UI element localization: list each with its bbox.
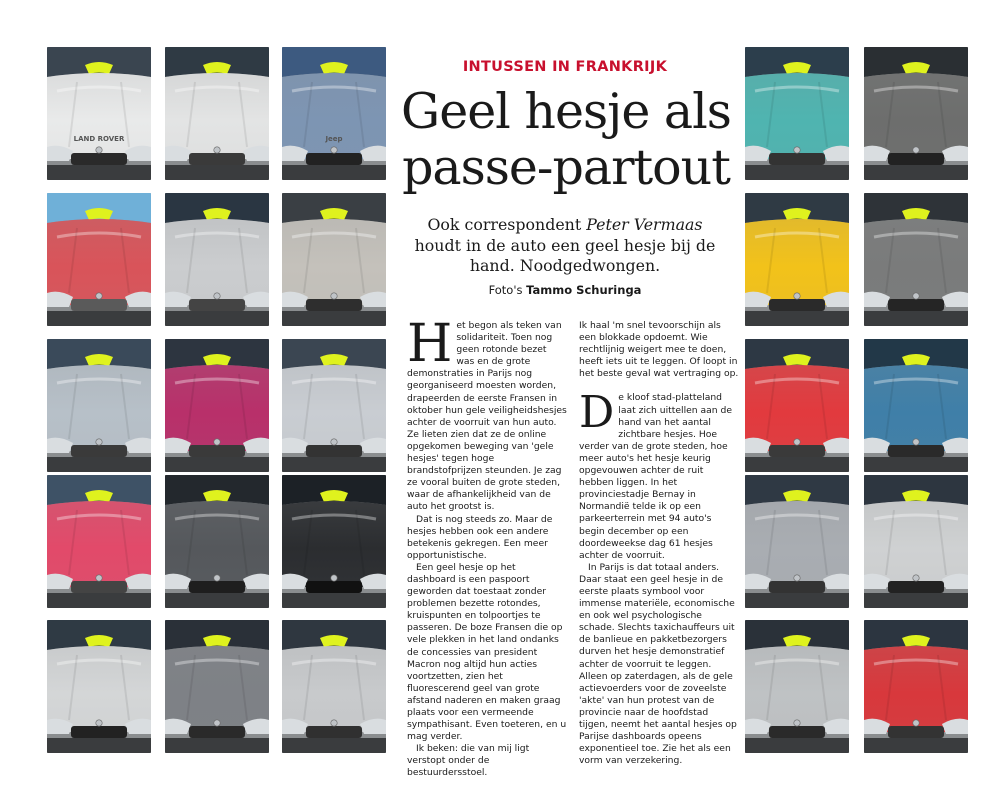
car-photo-white-hatchback bbox=[165, 47, 269, 180]
silver-car-2-image bbox=[282, 193, 386, 326]
car-photo-red-car bbox=[745, 339, 849, 472]
intro-after: houdt in de auto een geel hesje bij de hand. Noodgedwongen. bbox=[414, 235, 716, 275]
car-photo-teal-car bbox=[745, 47, 849, 180]
car-photo-silver-suzuki bbox=[47, 620, 151, 753]
silver-peugeot-2-image bbox=[745, 620, 849, 753]
svg-text:LAND ROVER: LAND ROVER bbox=[73, 135, 125, 143]
car-photo-dark-gray-car bbox=[165, 475, 269, 608]
black-car-image bbox=[282, 475, 386, 608]
car-photo-black-car bbox=[282, 475, 386, 608]
section-kicker: INTUSSEN IN FRANKRIJK bbox=[462, 59, 668, 75]
white-land-rover-image bbox=[47, 47, 151, 180]
car-photo-red-pink-car bbox=[165, 339, 269, 472]
car-photo-silver-suzuki-2 bbox=[864, 475, 968, 608]
yellow-car-image bbox=[745, 193, 849, 326]
headline-line-1: Geel hesje als bbox=[401, 83, 731, 140]
headline bbox=[400, 84, 732, 196]
car-photo-yellow-car bbox=[745, 193, 849, 326]
car-photo-blue-renault bbox=[864, 339, 968, 472]
car-photo-white-land-rover bbox=[47, 47, 151, 180]
silver-renault-image bbox=[282, 339, 386, 472]
car-photo-silver-car-3 bbox=[47, 339, 151, 472]
white-hatchback-image bbox=[165, 47, 269, 180]
paragraph: Dat is nog steeds zo. Maar de hesjes hebben ook een andere betekenis gekregen. Een meer opportunistische. bbox=[407, 513, 553, 561]
gray-car-2-image bbox=[864, 193, 968, 326]
dark-gray-car-image bbox=[165, 475, 269, 608]
car-photo-silver-peugeot bbox=[282, 620, 386, 753]
photo-credit bbox=[406, 283, 724, 297]
paragraph-text: e kloof stad-platteland laat zich uittellen aan de hand van het aantal zichtbare hesjes. Hoe verder van de grote steden, hoe meer auto's het hesje keurig opgevouwen achter de ruit hebben liggen. In het provinciestadje Bernay in Normandië telde ik op een parkeerterrein met 94 auto's begin december op een doordeweekse dag 61 hesjes achter de voorruit. bbox=[579, 392, 733, 561]
blue-renault-image bbox=[864, 339, 968, 472]
car-photo-red-citroen bbox=[864, 620, 968, 753]
silver-peugeot-image bbox=[282, 620, 386, 753]
red-car-image bbox=[745, 339, 849, 472]
car-photo-silver-peugeot-2 bbox=[745, 620, 849, 753]
credit-prefix: Foto's bbox=[488, 283, 527, 297]
red-pink-car-image bbox=[165, 339, 269, 472]
paragraph bbox=[579, 387, 739, 561]
paragraph-text: et begon als teken van solidariteit. Toen nog geen rotonde bezet was en de grote demonstraties in Parijs nog georganiseerd moesten worden, drapeerden de eerste Fransen in oktober hun gele veiligheidshesjes achter de voorruit van hun auto. Ze lieten zien dat ze de online opgekomen beweging van 'gele hesjes' tegen hoge brandstofprijzen steunden. Je zag ze vooral buiten de grote steden, waar de afhankelijkheid van de auto het grootst is. bbox=[407, 320, 567, 513]
blue-jeep-image bbox=[282, 47, 386, 180]
paragraph: Ik beken: die van mij ligt verstopt onder de bestuurdersstoel. bbox=[407, 743, 530, 779]
paragraph bbox=[407, 314, 567, 514]
drop-cap: D bbox=[579, 387, 615, 439]
body-column-2 bbox=[579, 320, 739, 767]
teal-car-image bbox=[745, 47, 849, 180]
car-photo-red-faded-car bbox=[47, 193, 151, 326]
red-faded-car-image bbox=[47, 193, 151, 326]
car-photo-gray-car-2 bbox=[864, 193, 968, 326]
silver-suzuki-2-image bbox=[864, 475, 968, 608]
intro-before: Ook correspondent bbox=[427, 215, 587, 234]
paragraph: Ik haal 'm snel tevoorschijn als een blokkade opdoemt. Wie rechtlijnig weigert mee te doen, heeft iets uit te leggen. Of loopt in het beste geval wat vertraging op. bbox=[579, 320, 739, 380]
silver-car-1-image bbox=[165, 193, 269, 326]
car-photo-silver-renault bbox=[282, 339, 386, 472]
silver-car-4-image bbox=[745, 475, 849, 608]
red-citroen-image bbox=[864, 620, 968, 753]
photographer-name: Tammo Schuringa bbox=[526, 283, 642, 297]
drop-cap: H bbox=[407, 314, 453, 374]
car-photo-silver-car-1 bbox=[165, 193, 269, 326]
dark-silver-car-image bbox=[165, 620, 269, 753]
car-photo-gray-peugeot bbox=[864, 47, 968, 180]
headline-line-2: passe-partout bbox=[402, 139, 730, 196]
svg-text:Jeep: Jeep bbox=[325, 135, 343, 143]
pink-car-image bbox=[47, 475, 151, 608]
gray-peugeot-image bbox=[864, 47, 968, 180]
car-photo-blue-jeep bbox=[282, 47, 386, 180]
paragraph: Een geel hesje op het dashboard is een paspoort geworden dat toestaat zonder problemen bezette rotondes, kruispunten en tolpoortjes te passeren. De boze Fransen die op vele plekken in het land ondanks de concessies van president Macron nog altijd hun acties voortzetten, zien het fluorescerend geel van grote afstand naderen en maken graag plaats voor een vermeende sympathisant. Even toeteren, en u mag verder. bbox=[407, 561, 567, 743]
paragraph: In Parijs is dat totaal anders. Daar staat een geel hesje in de eerste plaats symbool voor immense materiële, economische en ook wel psychologische schade. Slechts taxichauffeurs uit de banlieue en pakketbezorgers durven het hesje demonstratief achter de voorruit te leggen. Alleen op zaterdagen, als de gele actievoerders voor de zoveelste 'akte' van hun protest van de provincie naar de hoofdstad tijgen, neemt het aantal hesjes op Parijse dashboards opeens exponentieel toe. Zie het als een vorm van verzekering. bbox=[579, 561, 737, 767]
car-photo-pink-car bbox=[47, 475, 151, 608]
intro-text bbox=[406, 215, 724, 277]
car-photo-silver-car-2 bbox=[282, 193, 386, 326]
silver-suzuki-image bbox=[47, 620, 151, 753]
car-photo-dark-silver-car bbox=[165, 620, 269, 753]
silver-car-3-image bbox=[47, 339, 151, 472]
body-column-1 bbox=[407, 314, 567, 780]
intro-author: Peter Vermaas bbox=[586, 215, 703, 234]
car-photo-silver-car-4 bbox=[745, 475, 849, 608]
